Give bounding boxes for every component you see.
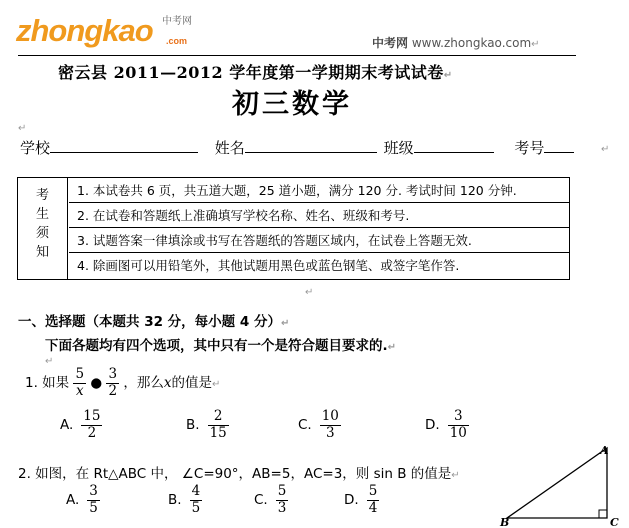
label-a: A — [600, 444, 609, 457]
q1-option-a[interactable]: A. $\frac{15}{2}$ — [60, 408, 101, 441]
paragraph-mark-icon: ↵ — [531, 39, 540, 50]
paragraph-mark-icon: ↵ — [45, 356, 54, 367]
header-rule — [18, 55, 576, 56]
school-label: 学校 — [20, 139, 51, 157]
site-label: 中考网 — [372, 36, 409, 50]
class-blank[interactable] — [414, 138, 494, 153]
site-url: www.zhongkao.com — [411, 36, 532, 50]
question-1: 1. 如果 $\frac{5}{x}$ ● $\frac{3}{2}$ ，那么x的值是↵ — [25, 366, 221, 399]
q1-option-c[interactable]: C. $\frac{10}{3}$ — [298, 408, 339, 441]
section-instruction: 下面各题均有四个选项，其中只有一个是符合题目要求的.↵ — [45, 338, 397, 354]
zhongkao-logo — [16, 10, 192, 50]
label-c: C — [610, 516, 619, 528]
label-b: B — [500, 516, 510, 528]
question-2: 2. 如图，在 Rt△ABC 中， ∠C=90°，AB=5，AC=3，则 sin B 的值是↵ — [18, 466, 460, 482]
notice-item: 4. 除画图可以用铅笔外，其他试题用黑色或蓝色钢笔、或签字笔作答. — [77, 258, 460, 273]
fraction: $\frac{3}{2}$ — [108, 366, 118, 399]
paragraph-mark-icon: ↵ — [305, 287, 314, 298]
notice-item: 1. 本试卷共 6 页，共五道大题，25 道小题，满分 120 分. 考试时间 120 分钟. — [69, 178, 569, 203]
subject-title: 初三数学 — [232, 89, 352, 120]
triangle-figure — [495, 440, 625, 528]
q1-option-d[interactable]: D. $\frac{3}{10}$ — [425, 408, 467, 441]
q1-option-b[interactable]: B. $\frac{2}{15}$ — [186, 408, 227, 441]
class-label: 班级 — [383, 139, 414, 157]
paragraph-mark-icon: ↵ — [443, 70, 453, 81]
number-label: 考号 — [514, 139, 545, 157]
school-blank[interactable] — [50, 138, 198, 153]
name-blank[interactable] — [245, 138, 377, 153]
exam-title: 密云县 2011—2012 学年度第一学期期末考试试卷↵ — [58, 63, 453, 82]
section-title: 一、选择题（本题共 32 分，每小题 4 分）↵ — [18, 314, 290, 330]
student-info-row — [20, 137, 574, 158]
q2-option-c[interactable]: C. $\frac{5}{3}$ — [254, 483, 287, 516]
right-angle-mark — [599, 510, 607, 518]
logo-dotcom: .com — [166, 36, 188, 46]
paragraph-mark-icon: ↵ — [601, 144, 610, 155]
logo-cn: 中考网 — [162, 16, 192, 27]
q2-option-a[interactable]: A. $\frac{3}{5}$ — [66, 483, 98, 516]
q2-option-b[interactable]: B. $\frac{4}{5}$ — [168, 483, 201, 516]
fraction: $\frac{5}{x}$ — [75, 366, 85, 399]
logo-text: zhongkao — [16, 13, 153, 48]
notice-box — [17, 177, 570, 280]
notice-item: 2. 在试卷和答题纸上准确填写学校名称、姓名、班级和考号. — [69, 203, 569, 228]
q2-option-d[interactable]: D. $\frac{5}{4}$ — [344, 483, 378, 516]
number-blank[interactable] — [544, 138, 574, 153]
notice-items — [69, 178, 569, 279]
triangle-abc — [507, 448, 607, 518]
paragraph-mark-icon: ↵ — [18, 123, 27, 134]
notice-heading: 考 生 须 知 — [18, 178, 68, 279]
notice-item: 3. 试题答案一律填涂或书写在答题纸的答题区域内，在试卷上答题无效. — [69, 228, 569, 253]
name-label: 姓名 — [214, 139, 245, 157]
site-link[interactable] — [372, 34, 540, 51]
